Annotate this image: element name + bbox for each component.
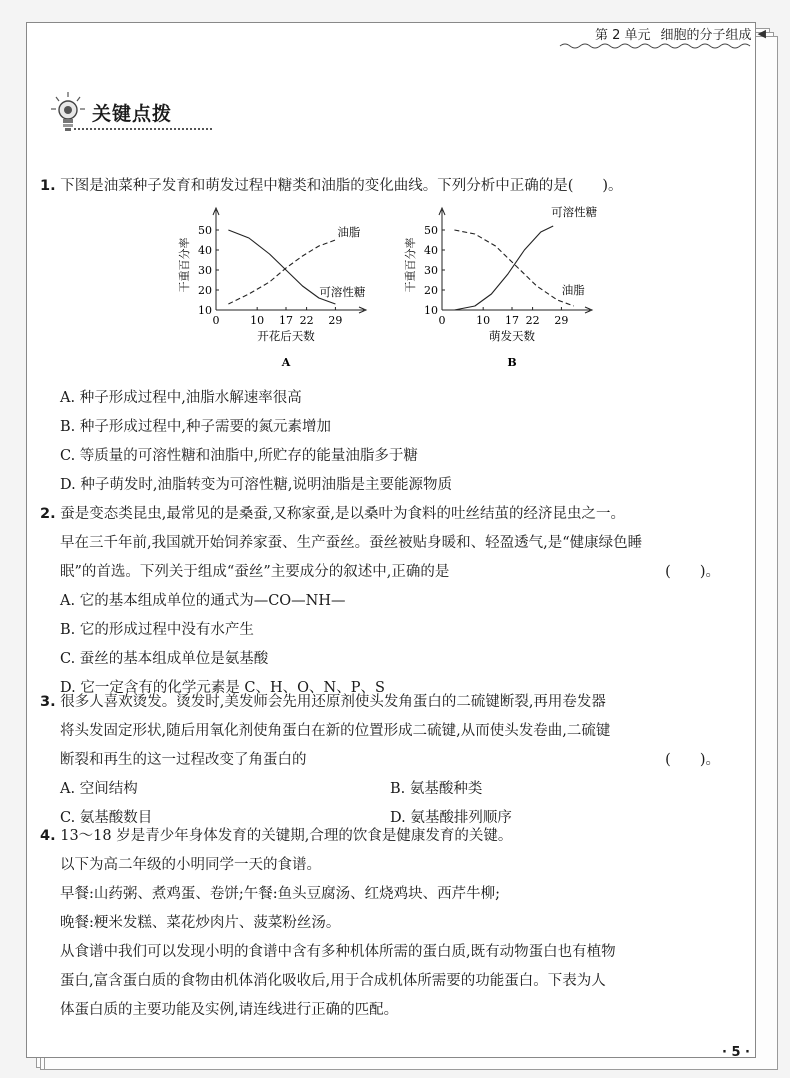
option-a[interactable]: A. 空间结构	[60, 781, 138, 797]
section-dotted-rule	[74, 128, 212, 130]
question-3	[40, 688, 720, 833]
x-axis-label: 萌发天数	[489, 329, 535, 343]
option-d[interactable]: D. 它一定含有的化学元素是 C、H、O、N、P、S	[60, 680, 385, 696]
question-text-line: 很多人喜欢烫发。烫发时,美发师会先用还原剂使头发角蛋白的二硫键断裂,再用卷发器	[60, 694, 606, 710]
option-d[interactable]: D. 氨基酸排列顺序	[390, 810, 512, 826]
question-text-line: 蛋白,富含蛋白质的食物由机体消化吸收后,用于合成机体所需要的功能蛋白。下表为人	[60, 973, 606, 989]
section-title: 关键点拨	[92, 102, 173, 125]
question-text-line: 眠”的首选。下列关于组成“蚕丝”主要成分的叙述中,正确的是	[60, 564, 450, 580]
answer-paren: ( )。	[665, 752, 720, 768]
series-line	[454, 226, 553, 310]
chart-svg	[178, 205, 620, 374]
header-wave-decoration	[560, 42, 750, 50]
y-tick-label: 20	[424, 284, 438, 297]
series-label: 油脂	[561, 283, 585, 297]
unit-title: 细胞的分子组成	[660, 28, 752, 43]
x-tick-label: 29	[554, 314, 569, 327]
x-tick-label: 10	[250, 314, 265, 327]
series-label: 可溶性糖	[319, 285, 366, 299]
question-text-line: 13～18 岁是青少年身体发育的关键期,合理的饮食是健康发育的关键。	[60, 828, 513, 844]
option-b[interactable]: B. 氨基酸种类	[390, 781, 483, 797]
x-tick-label: 0	[438, 314, 446, 327]
option-d[interactable]: D. 种子萌发时,油脂转变为可溶性糖,说明油脂是主要能源物质	[60, 477, 453, 493]
series-label: 油脂	[337, 225, 361, 239]
x-tick-label: 17	[505, 314, 519, 327]
y-tick-label: 50	[198, 224, 212, 237]
question-1	[40, 172, 720, 201]
option-c[interactable]: C. 等质量的可溶性糖和油脂中,所贮存的能量油脂多于糖	[60, 448, 418, 464]
y-tick-label: 50	[424, 224, 438, 237]
question-text-line: 从食谱中我们可以发现小明的食谱中含有多种机体所需的蛋白质,既有动物蛋白也有植物	[60, 944, 616, 960]
x-tick-label: 0	[212, 314, 220, 327]
running-header	[595, 24, 766, 43]
question-number: 1.	[40, 178, 56, 194]
answer-paren: ( )。	[665, 564, 720, 580]
question-text-line: 体蛋白质的主要功能及实例,请连线进行正确的匹配。	[60, 1002, 399, 1018]
y-axis-label: 干重百分率	[178, 237, 191, 293]
question-text-line: 晚餐:粳米发糕、菜花炒肉片、菠菜粉丝汤。	[60, 915, 341, 931]
x-tick-label: 22	[525, 314, 540, 327]
panel-label: B	[507, 356, 517, 369]
question-text-line: 早餐:山药粥、煮鸡蛋、卷饼;午餐:鱼头豆腐汤、红烧鸡块、西芹牛柳;	[60, 886, 501, 902]
y-tick-label: 10	[424, 304, 438, 317]
question-number: 2.	[40, 506, 56, 522]
unit-label: 第 2 单元	[594, 28, 651, 43]
option-a[interactable]: A. 它的基本组成单位的通式为—CO—NH—	[60, 593, 346, 609]
question-4	[40, 822, 720, 1025]
question-text-line: 早在三千年前,我国就开始饲养家蚕、生产蚕丝。蚕丝被贴身暖和、轻盈透气,是“健康绿色睡	[60, 535, 643, 551]
question-2	[40, 500, 720, 703]
x-tick-label: 17	[279, 314, 293, 327]
y-tick-label: 30	[198, 264, 212, 277]
chart-group	[178, 205, 620, 378]
series-label: 可溶性糖	[551, 205, 598, 219]
page-number: · 5 ·	[722, 1045, 750, 1060]
option-c[interactable]: C. 氨基酸数目	[60, 810, 153, 826]
series-line	[454, 230, 573, 306]
y-tick-label: 40	[424, 244, 438, 257]
x-axis-label: 开花后天数	[257, 329, 315, 343]
question-1-options	[40, 384, 720, 500]
y-tick-label: 20	[198, 284, 212, 297]
y-axis-label: 干重百分率	[404, 237, 417, 293]
question-text-line: 将头发固定形状,随后用氧化剂使角蛋白在新的位置形成二硫键,从而使头发卷曲,二硫键	[60, 723, 611, 739]
x-tick-label: 22	[299, 314, 314, 327]
x-tick-label: 10	[476, 314, 491, 327]
option-b[interactable]: B. 种子形成过程中,种子需要的氮元素增加	[60, 419, 331, 435]
y-tick-label: 40	[198, 244, 212, 257]
answer-paren: ( )。	[567, 178, 623, 194]
triangle-left-icon: ◀	[757, 27, 766, 40]
question-text-line: 以下为高二年级的小明同学一天的食谱。	[60, 857, 321, 873]
question-stem: 下图是油菜种子发育和萌发过程中糖类和油脂的变化曲线。下列分析中正确的是	[60, 178, 568, 194]
question-text-line: 断裂和再生的这一过程改变了角蛋白的	[60, 752, 307, 768]
panel-label: A	[281, 356, 291, 369]
x-tick-label: 29	[328, 314, 343, 327]
question-number: 4.	[40, 828, 56, 844]
question-text-line: 蚕是变态类昆虫,最常见的是桑蚕,又称家蚕,是以桑叶为食料的吐丝结茧的经济昆虫之一。	[60, 506, 626, 522]
option-a[interactable]: A. 种子形成过程中,油脂水解速率很高	[60, 390, 302, 406]
option-c[interactable]: C. 蚕丝的基本组成单位是氨基酸	[60, 651, 269, 667]
option-b[interactable]: B. 它的形成过程中没有水产生	[60, 622, 254, 638]
y-tick-label: 10	[198, 304, 212, 317]
question-number: 3.	[40, 694, 56, 710]
y-tick-label: 30	[424, 264, 438, 277]
